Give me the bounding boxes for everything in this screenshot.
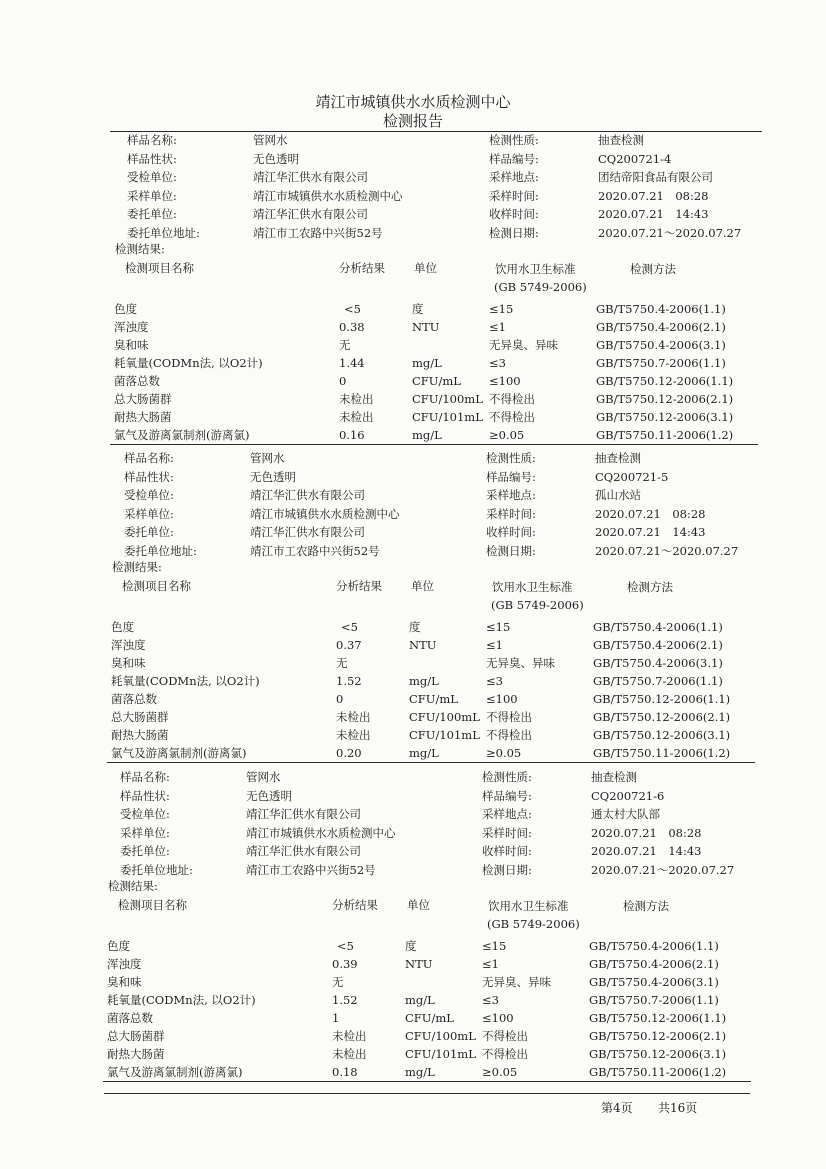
cell-standard: 不得检出: [489, 410, 535, 424]
cell-result: 无: [336, 656, 348, 670]
col-header-result: 分析结果: [339, 261, 385, 275]
cell-item: 耗氧量(CODMn法, 以O2计): [114, 356, 263, 370]
cell-unit: 度: [409, 620, 421, 634]
cell-standard: ≤3: [482, 993, 499, 1007]
cell-item: 浑浊度: [114, 320, 149, 334]
cell-result: 0: [336, 692, 344, 706]
receiving-time-label: 收样时间:: [486, 525, 536, 539]
cell-method: GB/T5750.7-2006(1.1): [596, 356, 726, 370]
cell-item: 色度: [111, 620, 134, 634]
test-nature-value: 抽查检测: [598, 133, 644, 147]
cell-unit: NTU: [412, 320, 440, 334]
sample-no-label: 样品编号:: [489, 151, 539, 166]
sample-state-label: 样品性状:: [127, 151, 177, 166]
col-header-result: 分析结果: [332, 898, 378, 912]
cell-result: 0.38: [339, 320, 365, 334]
test-nature-value: 抽查检测: [591, 770, 637, 784]
test-date-value: 2020.07.21～2020.07.27: [598, 225, 742, 240]
client-unit-label: 委托单位:: [120, 844, 170, 858]
cell-unit: 度: [412, 302, 424, 316]
sampling-unit-value: 靖江市城镇供水水质检测中心: [246, 825, 396, 840]
col-header-method: 检测方法: [627, 580, 673, 594]
cell-item: 耐热大肠菌: [107, 1047, 165, 1061]
cell-item: 浑浊度: [107, 957, 142, 971]
cell-result: 1.52: [336, 674, 362, 688]
sampling-time-label: 采样时间:: [489, 188, 539, 203]
col-header-item: 检测项目名称: [122, 579, 191, 593]
cell-result: 0.39: [332, 957, 358, 971]
cell-standard: ≤100: [489, 374, 521, 388]
cell-item: 耗氧量(CODMn法, 以O2计): [107, 993, 256, 1007]
receiving-time-value: 2020.07.21 14:43: [591, 844, 702, 858]
cell-result: 1.44: [339, 356, 365, 370]
cell-standard: ≤1: [482, 957, 499, 971]
sample-no-value: CQ200721-6: [591, 788, 665, 803]
cell-unit: CFU/101mL: [412, 410, 483, 424]
test-date-label: 检测日期:: [489, 225, 539, 240]
cell-method: GB/T5750.12-2006(1.1): [593, 692, 731, 706]
cell-method: GB/T5750.4-2006(1.1): [593, 620, 723, 634]
cell-result: 0.37: [336, 638, 362, 652]
cell-unit: CFU/mL: [412, 374, 461, 388]
cell-unit: NTU: [409, 638, 437, 652]
page-total: 共16页: [658, 1101, 698, 1115]
sampling-site-label: 采样地点:: [486, 488, 536, 502]
cell-standard: ≤15: [482, 939, 507, 953]
sampling-time-value: 2020.07.21 08:28: [598, 188, 709, 203]
cell-item: 色度: [114, 302, 137, 316]
client-address-label: 委托单位地址:: [127, 225, 200, 240]
test-nature-label: 检测性质:: [489, 133, 539, 147]
sample-state-value: 无色透明: [250, 469, 296, 484]
inspected-unit-value: 靖江华汇供水有限公司: [250, 488, 365, 502]
results-heading: 检测结果:: [115, 242, 165, 256]
cell-result: 未检出: [336, 710, 371, 724]
cell-method: GB/T5750.12-2006(2.1): [593, 710, 731, 724]
client-address-label: 委托单位地址:: [124, 543, 197, 558]
cell-standard: ≥0.05: [489, 428, 525, 442]
sampling-time-value: 2020.07.21 08:28: [595, 506, 706, 521]
cell-standard: 不得检出: [486, 728, 532, 742]
cell-method: GB/T5750.4-2006(3.1): [593, 656, 723, 670]
col-header-result: 分析结果: [336, 579, 382, 593]
cell-method: GB/T5750.4-2006(3.1): [596, 338, 726, 352]
sample-name-label: 样品名称:: [127, 133, 177, 147]
cell-result: <5: [341, 620, 358, 634]
cell-method: GB/T5750.12-2006(2.1): [596, 392, 734, 406]
sample-section: [0, 637, 819, 1079]
cell-method: GB/T5750.11-2006(1.2): [596, 428, 734, 442]
cell-method: GB/T5750.4-2006(1.1): [596, 302, 726, 316]
inspected-unit-label: 受检单位:: [120, 807, 170, 821]
sampling-site-value: 通太村大队部: [591, 807, 660, 821]
cell-item: 氯气及游离氯制剂(游离氯): [111, 746, 247, 760]
cell-item: 耐热大肠菌: [111, 728, 169, 742]
footer-rule: [104, 1093, 750, 1094]
cell-result: 未检出: [332, 1047, 367, 1061]
sampling-site-label: 采样地点:: [489, 170, 539, 184]
sample-name-label: 样品名称:: [124, 451, 174, 465]
cell-unit: mg/L: [412, 428, 442, 442]
sampling-unit-label: 采样单位:: [124, 506, 174, 521]
sample-no-label: 样品编号:: [486, 469, 536, 484]
section-divider: [103, 1081, 751, 1082]
inspected-unit-value: 靖江华汇供水有限公司: [253, 170, 368, 184]
results-heading: 检测结果:: [108, 879, 158, 893]
col-header-standard-code: (GB 5749-2006): [494, 280, 587, 294]
cell-unit: mg/L: [405, 1065, 435, 1079]
col-header-method: 检测方法: [630, 262, 676, 276]
test-date-value: 2020.07.21～2020.07.27: [595, 543, 739, 558]
cell-method: GB/T5750.11-2006(1.2): [593, 746, 731, 760]
cell-standard: 不得检出: [489, 392, 535, 406]
col-header-standard-code: (GB 5749-2006): [487, 917, 580, 931]
col-header-unit: 单位: [411, 579, 434, 593]
cell-method: GB/T5750.12-2006(1.1): [596, 374, 734, 388]
sample-state-label: 样品性状:: [120, 788, 170, 803]
cell-unit: NTU: [405, 957, 433, 971]
cell-method: GB/T5750.12-2006(3.1): [596, 410, 734, 424]
page-current: 第4页: [601, 1101, 633, 1115]
cell-result: 1.52: [332, 993, 358, 1007]
cell-result: 未检出: [339, 410, 374, 424]
col-header-method: 检测方法: [623, 899, 669, 913]
sampling-time-label: 采样时间:: [482, 825, 532, 840]
cell-item: 色度: [107, 939, 130, 953]
cell-method: GB/T5750.4-2006(2.1): [596, 320, 726, 334]
cell-item: 氯气及游离氯制剂(游离氯): [107, 1065, 243, 1079]
cell-standard: ≤1: [486, 638, 503, 652]
cell-unit: mg/L: [412, 356, 442, 370]
cell-result: 未检出: [336, 728, 371, 742]
cell-item: 菌落总数: [111, 692, 157, 706]
inspected-unit-label: 受检单位:: [127, 170, 177, 184]
sampling-time-value: 2020.07.21 08:28: [591, 825, 702, 840]
client-unit-value: 靖江华汇供水有限公司: [250, 525, 365, 539]
cell-method: GB/T5750.12-2006(3.1): [593, 728, 731, 742]
sampling-unit-label: 采样单位:: [120, 825, 170, 840]
sample-state-value: 无色透明: [253, 151, 299, 166]
col-header-standard: 饮用水卫生标准: [492, 580, 573, 594]
client-unit-value: 靖江华汇供水有限公司: [253, 207, 368, 221]
results-heading: 检测结果:: [112, 560, 162, 574]
org-title: 靖江市城镇供水水质检测中心: [315, 93, 511, 111]
cell-unit: CFU/100mL: [412, 392, 483, 406]
cell-unit: 度: [405, 939, 417, 953]
col-header-item: 检测项目名称: [125, 261, 194, 275]
col-header-unit: 单位: [407, 898, 430, 912]
cell-item: 菌落总数: [107, 1011, 153, 1025]
test-nature-label: 检测性质:: [486, 451, 536, 465]
receiving-time-value: 2020.07.21 14:43: [598, 207, 709, 221]
cell-result: 0.20: [336, 746, 362, 760]
sampling-unit-value: 靖江市城镇供水水质检测中心: [253, 188, 403, 203]
cell-unit: CFU/101mL: [405, 1047, 476, 1061]
client-unit-label: 委托单位:: [127, 207, 177, 221]
sampling-unit-value: 靖江市城镇供水水质检测中心: [250, 506, 400, 521]
cell-standard: 无异臭、异味: [486, 656, 555, 670]
cell-standard: 不得检出: [486, 710, 532, 724]
col-header-standard: 饮用水卫生标准: [495, 262, 576, 276]
test-date-label: 检测日期:: [482, 862, 532, 877]
cell-standard: ≤100: [482, 1011, 514, 1025]
test-date-value: 2020.07.21～2020.07.27: [591, 862, 735, 877]
sample-name-value: 管网水: [246, 770, 281, 784]
cell-item: 臭和味: [114, 338, 149, 352]
cell-item: 臭和味: [107, 975, 142, 989]
col-header-standard: 饮用水卫生标准: [488, 899, 569, 913]
cell-method: GB/T5750.12-2006(3.1): [589, 1047, 727, 1061]
cell-item: 菌落总数: [114, 374, 160, 388]
client-address-label: 委托单位地址:: [120, 862, 193, 877]
client-unit-label: 委托单位:: [124, 525, 174, 539]
inspected-unit-label: 受检单位:: [124, 488, 174, 502]
cell-method: GB/T5750.7-2006(1.1): [589, 993, 719, 1007]
cell-item: 耐热大肠菌: [114, 410, 172, 424]
cell-standard: 不得检出: [482, 1047, 528, 1061]
cell-unit: mg/L: [409, 674, 439, 688]
sample-no-label: 样品编号:: [482, 788, 532, 803]
sampling-site-value: 团结帝阳食品有限公司: [598, 170, 713, 184]
cell-unit: mg/L: [409, 746, 439, 760]
sampling-time-label: 采样时间:: [486, 506, 536, 521]
cell-method: GB/T5750.4-2006(3.1): [589, 975, 719, 989]
cell-standard: ≤3: [489, 356, 506, 370]
cell-item: 总大肠菌群: [114, 392, 172, 406]
client-address-value: 靖江市工农路中兴街52号: [253, 225, 383, 240]
cell-unit: CFU/100mL: [405, 1029, 476, 1043]
client-address-value: 靖江市工农路中兴街52号: [246, 862, 376, 877]
sample-name-value: 管网水: [250, 451, 285, 465]
receiving-time-label: 收样时间:: [489, 207, 539, 221]
sampling-site-value: 孤山水站: [595, 488, 641, 502]
report-title: 检测报告: [382, 112, 443, 130]
cell-standard: ≥0.05: [486, 746, 522, 760]
cell-result: 未检出: [339, 392, 374, 406]
sampling-unit-label: 采样单位:: [127, 188, 177, 203]
col-header-unit: 单位: [414, 261, 437, 275]
inspected-unit-value: 靖江华汇供水有限公司: [246, 807, 361, 821]
cell-method: GB/T5750.12-2006(1.1): [589, 1011, 727, 1025]
sample-section: [0, 318, 823, 760]
sample-no-value: CQ200721-5: [595, 469, 669, 484]
cell-standard: ≤1: [489, 320, 506, 334]
receiving-time-value: 2020.07.21 14:43: [595, 525, 706, 539]
cell-standard: 不得检出: [482, 1029, 528, 1043]
cell-unit: CFU/101mL: [409, 728, 480, 742]
cell-result: <5: [337, 939, 354, 953]
cell-method: GB/T5750.4-2006(2.1): [589, 957, 719, 971]
receiving-time-label: 收样时间:: [482, 844, 532, 858]
cell-result: 无: [339, 338, 351, 352]
cell-unit: CFU/mL: [409, 692, 458, 706]
cell-result: 未检出: [332, 1029, 367, 1043]
cell-standard: ≤15: [486, 620, 511, 634]
sampling-site-label: 采样地点:: [482, 807, 532, 821]
cell-result: 0: [339, 374, 347, 388]
cell-unit: CFU/mL: [405, 1011, 454, 1025]
client-address-value: 靖江市工农路中兴街52号: [250, 543, 380, 558]
test-nature-value: 抽查检测: [595, 451, 641, 465]
cell-result: 0.18: [332, 1065, 358, 1079]
sample-no-value: CQ200721-4: [598, 151, 672, 166]
cell-standard: ≤3: [486, 674, 503, 688]
sample-state-label: 样品性状:: [124, 469, 174, 484]
col-header-standard-code: (GB 5749-2006): [491, 598, 584, 612]
cell-standard: 无异臭、异味: [482, 975, 551, 989]
cell-method: GB/T5750.7-2006(1.1): [593, 674, 723, 688]
cell-item: 臭和味: [111, 656, 146, 670]
cell-item: 总大肠菌群: [107, 1029, 165, 1043]
cell-item: 总大肠菌群: [111, 710, 169, 724]
col-header-item: 检测项目名称: [118, 898, 187, 912]
sample-section: [0, 0, 826, 442]
sample-name-value: 管网水: [253, 133, 288, 147]
cell-standard: ≥0.05: [482, 1065, 518, 1079]
cell-standard: ≤15: [489, 302, 514, 316]
test-nature-label: 检测性质:: [482, 770, 532, 784]
cell-standard: ≤100: [486, 692, 518, 706]
test-date-label: 检测日期:: [486, 543, 536, 558]
cell-unit: CFU/100mL: [409, 710, 480, 724]
cell-result: 无: [332, 975, 344, 989]
cell-item: 耗氧量(CODMn法, 以O2计): [111, 674, 260, 688]
cell-item: 浑浊度: [111, 638, 146, 652]
cell-method: GB/T5750.12-2006(2.1): [589, 1029, 727, 1043]
cell-method: GB/T5750.11-2006(1.2): [589, 1065, 727, 1079]
cell-unit: mg/L: [405, 993, 435, 1007]
cell-method: GB/T5750.4-2006(2.1): [593, 638, 723, 652]
cell-item: 氯气及游离氯制剂(游离氯): [114, 428, 250, 442]
cell-result: 1: [332, 1011, 340, 1025]
cell-standard: 无异臭、异味: [489, 338, 558, 352]
cell-method: GB/T5750.4-2006(1.1): [589, 939, 719, 953]
client-unit-value: 靖江华汇供水有限公司: [246, 844, 361, 858]
cell-result: 0.16: [339, 428, 365, 442]
sample-name-label: 样品名称:: [120, 770, 170, 784]
cell-result: <5: [344, 302, 361, 316]
sample-state-value: 无色透明: [246, 788, 292, 803]
